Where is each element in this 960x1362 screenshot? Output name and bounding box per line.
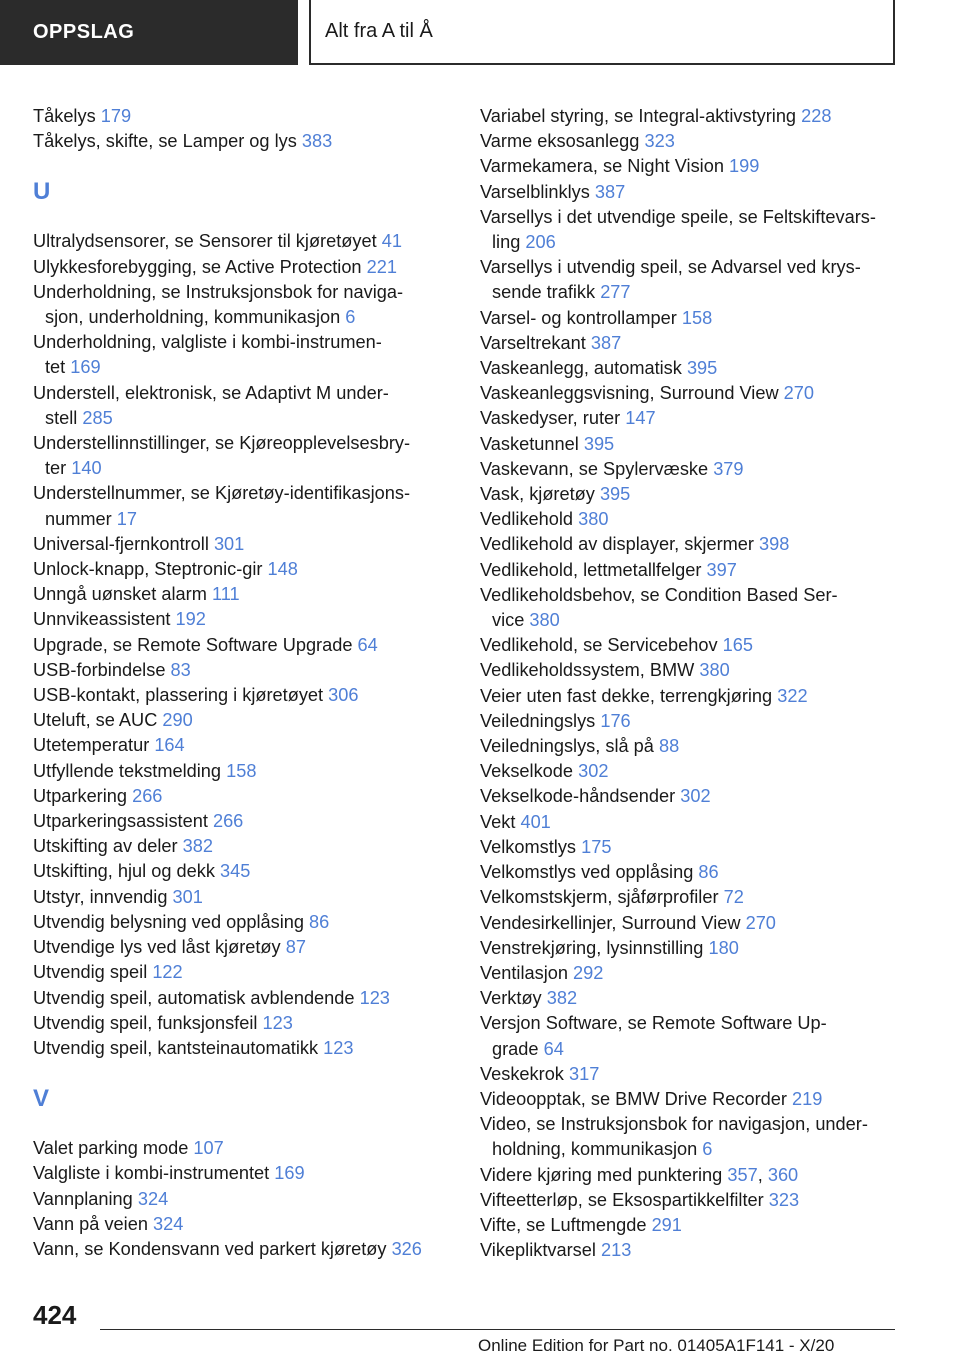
index-entry-text: Varsellys i utvendig speil, se Advarsel ved krys- xyxy=(480,257,861,278)
page-reference-link[interactable]: 122 xyxy=(152,962,183,983)
index-entry xyxy=(480,306,920,331)
index-entry xyxy=(480,129,920,154)
page-reference-link[interactable]: 322 xyxy=(777,685,808,706)
page-reference-link[interactable]: 395 xyxy=(686,358,718,379)
index-entry xyxy=(33,1136,463,1161)
index-entry xyxy=(33,708,463,733)
index-entry-text: Varsel- og kontrollamper xyxy=(480,307,677,328)
page-reference-link[interactable]: 213 xyxy=(600,1240,632,1261)
index-entry xyxy=(33,1212,463,1237)
page-reference-link[interactable]: 266 xyxy=(132,785,163,806)
index-entry-text: ling xyxy=(492,232,521,253)
index-entry xyxy=(480,860,920,885)
index-entry-text: Vaskedyser, ruter xyxy=(480,408,621,429)
index-entry xyxy=(480,759,920,784)
index-entry-text: USB-kontakt, plassering i kjøretøyet xyxy=(33,685,324,706)
page-reference-link[interactable]: 180 xyxy=(708,937,739,958)
footer-text: Online Edition for Part no. 01405A1F141 - X/20 xyxy=(478,1336,835,1355)
index-entry xyxy=(33,1161,463,1186)
index-entry xyxy=(480,709,920,734)
page-reference-link[interactable]: 323 xyxy=(644,131,675,152)
index-entry-text: Veskekrok xyxy=(480,1063,564,1084)
page-reference-link[interactable]: 123 xyxy=(323,1037,354,1058)
index-letter-heading: U xyxy=(33,178,51,206)
page-reference-link[interactable]: 324 xyxy=(137,1188,169,1209)
index-entry xyxy=(480,180,920,205)
index-entry xyxy=(480,406,920,431)
index-entry xyxy=(33,759,463,784)
page-reference-link[interactable]: 383 xyxy=(301,131,333,152)
index-entry-text: Utvendig speil, automatisk avblendende xyxy=(33,987,355,1008)
index-entry: Videre kjøring med punktering 357, 360 xyxy=(480,1164,799,1185)
index-entry xyxy=(480,885,920,910)
index-entry xyxy=(480,1238,920,1263)
index-entry-text: sjon, underholdning, kommunikasjon xyxy=(45,307,341,328)
page-reference-link[interactable]: 17 xyxy=(116,508,137,529)
index-entry-text: Vaskeanleggsvisning, Surround View xyxy=(480,383,779,404)
index-entry-text: Vedlikehold, se Servicebehov xyxy=(480,635,718,656)
footer-divider xyxy=(100,1329,895,1330)
index-entry-text: Vask, kjøretøy xyxy=(480,484,595,505)
index-entry xyxy=(33,557,463,582)
index-entry xyxy=(480,1011,920,1061)
index-entry xyxy=(480,1213,920,1238)
index-entry xyxy=(33,280,463,330)
index-entry-text: Vasketunnel xyxy=(480,433,579,454)
index-entry-text: Utparkering xyxy=(33,785,128,806)
index-entry xyxy=(33,582,463,607)
page-reference-link[interactable]: 72 xyxy=(723,887,744,908)
index-entry-text: Ulykkesforebygging, se Active Protection xyxy=(33,256,362,277)
index-entry-text: Varmekamera, se Night Vision xyxy=(480,156,724,177)
index-entry-text: Utetemperatur xyxy=(33,735,150,756)
chapter-title: Alt fra A til Å xyxy=(325,20,433,42)
page-reference-link[interactable]: 301 xyxy=(213,533,245,554)
page-reference-link[interactable]: 306 xyxy=(328,685,359,706)
page-reference-link[interactable]: 176 xyxy=(600,710,631,731)
page-reference-link[interactable]: 147 xyxy=(625,408,656,429)
page-reference-link[interactable]: 221 xyxy=(366,256,397,277)
page-reference-link[interactable]: 379 xyxy=(713,458,744,479)
index-entry xyxy=(480,986,920,1011)
index-entry-text: Vekt xyxy=(480,811,516,832)
page-reference-link[interactable]: 270 xyxy=(783,383,815,404)
index-entry-text: Videre kjøring med punktering xyxy=(480,1164,723,1185)
index-entry-text: Underholdning, valgliste i kombi-instrumen- xyxy=(33,332,382,353)
index-entry-text: Velkomstskjerm, sjåførprofiler xyxy=(480,887,719,908)
index-entry-text: Valgliste i kombi-instrumentet xyxy=(33,1163,270,1184)
index-entry xyxy=(480,381,920,406)
index-entry-text: Vifte, se Luftmengde xyxy=(480,1214,647,1235)
index-entry xyxy=(33,431,463,481)
page-reference-link[interactable]: 380 xyxy=(529,610,560,631)
index-entry-text: Ultralydsensorer, se Sensorer til kjøretøyet xyxy=(33,231,377,252)
index-entry-text: Vann på veien xyxy=(33,1213,148,1234)
index-entry xyxy=(33,633,463,658)
page-reference-link[interactable]: 86 xyxy=(309,911,330,932)
index-entry-text: holdning, kommunikasjon xyxy=(492,1139,698,1160)
index-entry-text: Unngå uønsket alarm xyxy=(33,584,207,605)
index-entry xyxy=(480,331,920,356)
section-tab xyxy=(0,0,298,65)
index-entry-text: Understellnummer, se Kjøretøy-identifikasjons- xyxy=(33,483,411,504)
index-entry xyxy=(480,205,920,255)
index-entry xyxy=(480,911,920,936)
page-reference-link[interactable]: 398 xyxy=(759,534,790,555)
index-entry-text: Video, se Instruksjonsbok for navigasjon, under- xyxy=(480,1114,868,1135)
index-column-left xyxy=(33,104,463,1262)
index-entry-text: Vifteetterløp, se Eksospartikkelfilter xyxy=(480,1189,764,1210)
index-letter-heading: V xyxy=(33,1085,50,1113)
page-reference-link[interactable]: 266 xyxy=(212,811,244,832)
page-reference-link[interactable]: 140 xyxy=(71,458,102,479)
page-reference-link[interactable]: 382 xyxy=(546,988,578,1009)
index-entry xyxy=(33,1237,463,1262)
index-entry-text: Vedlikeholdsbehov, se Condition Based Ser- xyxy=(480,584,838,605)
index-entry xyxy=(480,961,920,986)
page-reference-link[interactable]: 397 xyxy=(706,559,737,580)
index-entry-text: Veiledningslys xyxy=(480,710,596,731)
page-reference-link[interactable]: 164 xyxy=(154,735,185,756)
page-reference-link[interactable]: 401 xyxy=(520,811,551,832)
index-entry xyxy=(33,809,463,834)
index-entry-text: Vaskevann, se Spylervæske xyxy=(480,458,709,479)
index-entry-text: Vikepliktvarsel xyxy=(480,1240,596,1261)
index-entry xyxy=(33,859,463,884)
page-reference-link[interactable]: 395 xyxy=(583,433,615,454)
index-entry xyxy=(480,507,920,532)
index-entry xyxy=(33,104,463,129)
index-entry xyxy=(480,104,920,129)
index-entry xyxy=(33,658,463,683)
index-entry-text: USB-forbindelse xyxy=(33,659,166,680)
index-entry xyxy=(480,482,920,507)
index-entry xyxy=(33,960,463,985)
index-entry xyxy=(33,1036,463,1061)
index-column-right xyxy=(480,104,920,1263)
page-reference-link[interactable]: 326 xyxy=(391,1238,422,1259)
page-reference-link[interactable]: 41 xyxy=(381,231,402,252)
page-reference-link[interactable]: 324 xyxy=(153,1213,184,1234)
index-entry xyxy=(33,733,463,758)
index-entry-text: Veier uten fast dekke, terrengkjøring xyxy=(480,685,773,706)
page-reference-link[interactable]: 387 xyxy=(590,332,622,353)
index-entry-text: Utvendig speil xyxy=(33,962,148,983)
index-entry xyxy=(33,229,463,254)
index-entry-text: Valet parking mode xyxy=(33,1138,189,1159)
index-entry-text: Uteluft, se AUC xyxy=(33,710,158,731)
index-entry-text: Vedlikehold, lettmetallfelger xyxy=(480,559,702,580)
index-entry xyxy=(480,1087,920,1112)
index-entry-text: Verktøy xyxy=(480,988,542,1009)
index-entry xyxy=(33,129,463,154)
index-entry-text: Utvendig belysning ved opplåsing xyxy=(33,911,304,932)
index-entry-text: Utskifting, hjul og dekk xyxy=(33,861,215,882)
page-reference-link[interactable]: 270 xyxy=(745,912,776,933)
index-entry-text: grade xyxy=(492,1038,539,1059)
index-entry-text: Varsellys i det utvendige speile, se Feltskiftevars- xyxy=(480,206,876,227)
index-entry-text: Vaskeanlegg, automatisk xyxy=(480,358,682,379)
index-entry xyxy=(33,1187,463,1212)
page-reference-link[interactable]: 285 xyxy=(82,407,113,428)
index-entry xyxy=(33,481,463,531)
index-entry-text: Varseltrekant xyxy=(480,332,586,353)
index-entry-text: Vendesirkellinjer, Surround View xyxy=(480,912,741,933)
index-entry-text: tet xyxy=(45,357,66,378)
page-reference-link[interactable]: 107 xyxy=(193,1138,224,1159)
index-entry-text: Vann, se Kondensvann ved parkert kjøretøy xyxy=(33,1238,387,1259)
index-entry-text: Varselblinklys xyxy=(480,181,590,202)
index-entry-text: Vedlikeholdssystem, BMW xyxy=(480,660,695,681)
page-reference-link[interactable]: 219 xyxy=(792,1088,823,1109)
index-entry-text: Vedlikehold xyxy=(480,509,574,530)
index-entry xyxy=(480,810,920,835)
page-reference-link[interactable]: 158 xyxy=(226,760,257,781)
page-reference-link[interactable]: 301 xyxy=(172,886,203,907)
index-entry xyxy=(480,1062,920,1087)
page-reference-link[interactable]: 395 xyxy=(599,484,631,505)
index-entry xyxy=(33,834,463,859)
index-entry xyxy=(480,1112,920,1162)
index-entry-text: Utparkeringsassistent xyxy=(33,811,208,832)
page-reference-link[interactable]: 87 xyxy=(285,937,306,958)
index-entry xyxy=(33,885,463,910)
page-reference-link[interactable]: 360 xyxy=(767,1164,799,1185)
page-reference-link[interactable]: 323 xyxy=(768,1189,800,1210)
page-reference-link[interactable]: 317 xyxy=(568,1063,600,1084)
index-entry xyxy=(33,1011,463,1036)
page-reference-link[interactable]: 292 xyxy=(573,962,604,983)
index-entry-text: Vedlikehold av displayer, skjermer xyxy=(480,534,754,555)
page-reference-link[interactable]: 123 xyxy=(359,987,390,1008)
index-entry-text: Vekselkode xyxy=(480,761,574,782)
index-entry-text: Ventilasjon xyxy=(480,962,568,983)
index-entry xyxy=(480,684,920,709)
page-reference-link[interactable]: 64 xyxy=(543,1038,564,1059)
page-reference-link[interactable]: 123 xyxy=(262,1012,293,1033)
index-entry-text: Tåkelys, skifte, se Lamper og lys xyxy=(33,131,297,152)
page-reference-link[interactable]: 179 xyxy=(100,106,132,126)
index-entry xyxy=(480,784,920,809)
index-entry xyxy=(33,255,463,280)
page-reference-link[interactable]: 302 xyxy=(680,786,711,807)
index-entry-text: Venstrekjøring, lysinnstilling xyxy=(480,937,704,958)
index-entry xyxy=(480,532,920,557)
index-entry xyxy=(33,607,463,632)
page-reference-link[interactable]: 206 xyxy=(525,232,556,253)
page-reference-link[interactable]: 169 xyxy=(70,357,101,378)
index-entry-text: Utstyr, innvendig xyxy=(33,886,168,907)
index-entry xyxy=(480,583,920,633)
page-reference-link[interactable]: 175 xyxy=(581,836,612,857)
index-entry xyxy=(480,154,920,179)
index-entry-text: Varme eksosanlegg xyxy=(480,131,640,152)
page-reference-link[interactable]: 291 xyxy=(651,1214,682,1235)
page-reference-link[interactable]: 277 xyxy=(600,282,631,303)
index-entry-text: sende trafikk xyxy=(492,282,596,303)
index-entry xyxy=(33,986,463,1011)
index-entry-text: Underholdning, se Instruksjonsbok for naviga- xyxy=(33,281,404,302)
index-entry xyxy=(480,558,920,583)
page-number: 424 xyxy=(33,1300,77,1330)
index-entry xyxy=(33,910,463,935)
page-reference-link[interactable]: 382 xyxy=(182,836,213,857)
index-entry-text: Utvendig speil, funksjonsfeil xyxy=(33,1012,258,1033)
index-entry-text: Understell, elektronisk, se Adaptivt M under- xyxy=(33,382,389,403)
index-entry xyxy=(480,1188,920,1213)
index-entry-text: nummer xyxy=(45,508,112,529)
page-reference-link[interactable]: 199 xyxy=(729,156,760,177)
page-reference-link[interactable]: 165 xyxy=(722,635,754,656)
index-entry-text: Variabel styring, se Integral-aktivstyring xyxy=(480,106,797,126)
index-entry xyxy=(33,935,463,960)
index-entry xyxy=(480,734,920,759)
index-entry-text: stell xyxy=(45,407,78,428)
page-reference-link[interactable]: 64 xyxy=(357,634,378,655)
index-entry xyxy=(480,432,920,457)
page-reference-link[interactable]: 111 xyxy=(211,584,240,605)
page-reference-link[interactable]: 6 xyxy=(702,1139,713,1160)
section-label: OPPSLAG xyxy=(33,21,135,43)
chapter-header xyxy=(311,0,895,65)
page-reference-link[interactable]: 6 xyxy=(345,307,356,328)
index-entry-text: Versjon Software, se Remote Software Up- xyxy=(480,1013,827,1034)
index-entry-text: Utvendige lys ved låst kjøretøy xyxy=(33,937,281,958)
index-entry-text: Understellinnstillinger, se Kjøreopplevelsesbry- xyxy=(33,433,411,454)
page-reference-link[interactable]: 158 xyxy=(681,307,713,328)
index-entry xyxy=(480,356,920,381)
index-entry xyxy=(33,381,463,431)
page-reference-link[interactable]: 357 xyxy=(727,1164,758,1185)
page-reference-link[interactable]: 228 xyxy=(801,106,832,126)
page-reference-link[interactable]: 88 xyxy=(658,736,680,757)
page-reference-link[interactable]: 192 xyxy=(175,609,206,630)
index-entry-text: Universal-fjernkontroll xyxy=(33,533,209,554)
index-entry xyxy=(480,835,920,860)
index-entry-text: Veiledningslys, slå på xyxy=(480,736,654,757)
page-reference-link[interactable]: 345 xyxy=(220,861,251,882)
index-entry xyxy=(33,683,463,708)
page-reference-link[interactable]: 148 xyxy=(267,559,298,580)
page-reference-link[interactable]: 290 xyxy=(162,710,193,731)
index-entry-text: Unnvikeassistent xyxy=(33,609,171,630)
page-reference-link[interactable]: 387 xyxy=(594,181,626,202)
index-entry xyxy=(33,784,463,809)
page-reference-link[interactable]: 380 xyxy=(699,660,730,681)
index-entry xyxy=(33,532,463,557)
index-entry-text: Vannplaning xyxy=(33,1188,133,1209)
page-reference-link[interactable]: 86 xyxy=(698,862,719,883)
page-reference-link[interactable]: 302 xyxy=(578,761,609,782)
index-entry-text: Vekselkode-håndsender xyxy=(480,786,676,807)
index-entry xyxy=(480,255,920,305)
index-entry-text: vice xyxy=(492,610,525,631)
index-entry-text: Utvendig speil, kantsteinautomatikk xyxy=(33,1037,319,1058)
index-entry xyxy=(480,658,920,683)
index-entry-text: Velkomstlys ved opplåsing xyxy=(480,862,694,883)
page-reference-link[interactable]: 380 xyxy=(578,509,609,530)
page-reference-link[interactable]: 83 xyxy=(170,659,191,680)
index-entry-text: Upgrade, se Remote Software Upgrade xyxy=(33,634,353,655)
index-entry-text: Utfyllende tekstmelding xyxy=(33,760,222,781)
index-entry xyxy=(480,633,920,658)
index-entry xyxy=(33,330,463,380)
index-entry-text: Unlock-knapp, Steptronic-gir xyxy=(33,559,263,580)
index-entry-text: Tåkelys xyxy=(33,106,96,126)
index-entry xyxy=(480,936,920,961)
index-entry-text: Utskifting av deler xyxy=(33,836,178,857)
index-entry-text: ter xyxy=(45,458,67,479)
page-reference-link[interactable]: 169 xyxy=(274,1163,305,1184)
index-entry-text: Videoopptak, se BMW Drive Recorder xyxy=(480,1088,787,1109)
index-entry xyxy=(480,457,920,482)
index-entry-text: Velkomstlys xyxy=(480,836,577,857)
